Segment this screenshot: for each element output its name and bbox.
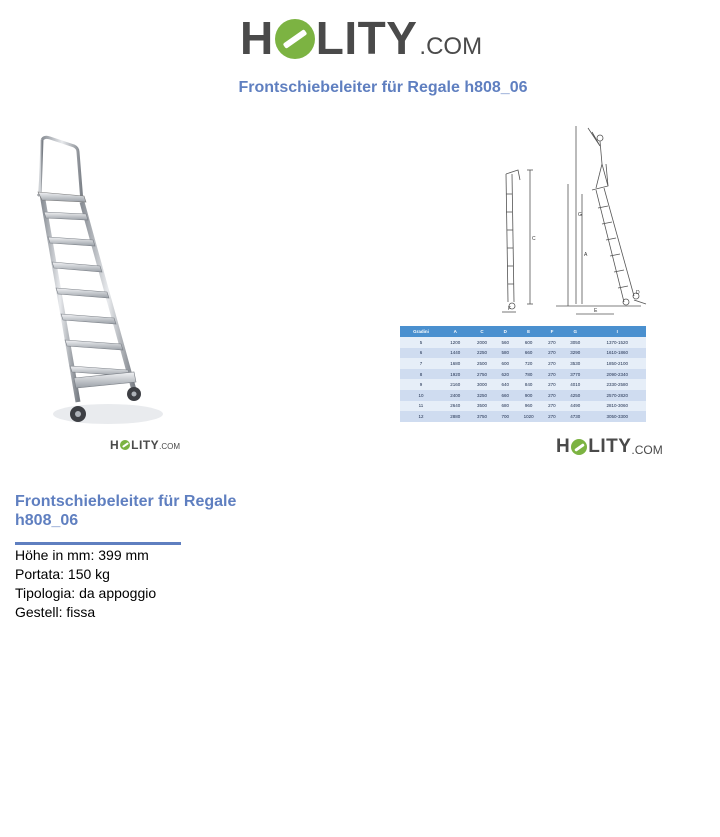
table-cell: 660 <box>515 348 542 359</box>
table-cell: 10 <box>400 390 442 401</box>
diagram-label-e: E <box>594 308 598 314</box>
table-row <box>400 379 646 390</box>
table-cell: 700 <box>495 411 515 422</box>
holity-logo-medium <box>556 436 663 458</box>
table-cell: 2250 <box>469 348 496 359</box>
ladder-product-image <box>30 132 170 432</box>
table-cell: 12 <box>400 411 442 422</box>
table-cell: 4250 <box>562 390 589 401</box>
table-cell: 5 <box>400 337 442 348</box>
table-cell: 270 <box>542 348 562 359</box>
title-divider <box>15 542 181 545</box>
table-cell: 3770 <box>562 369 589 380</box>
table-cell: 270 <box>542 358 562 369</box>
table-cell: 1920 <box>442 369 469 380</box>
spec-row-tipologia <box>15 584 156 603</box>
table-cell: 3050-3300 <box>589 411 646 422</box>
table-cell: 2500 <box>469 358 496 369</box>
logo-o-icon <box>120 440 130 450</box>
spec-value: da appoggio <box>79 585 157 601</box>
column-header: E <box>515 326 542 337</box>
table-cell: 4490 <box>562 401 589 412</box>
table-cell: 1850-2100 <box>589 358 646 369</box>
table-row <box>400 411 646 422</box>
table-row <box>400 348 646 359</box>
table-cell: 1610-1860 <box>589 348 646 359</box>
table-cell: 900 <box>515 390 542 401</box>
diagram-label-a: A <box>584 252 588 258</box>
table-cell: 2330-2580 <box>589 379 646 390</box>
table-cell: 270 <box>542 337 562 348</box>
table-cell: 580 <box>495 348 515 359</box>
table-cell: 2090-2340 <box>589 369 646 380</box>
table-cell: 11 <box>400 401 442 412</box>
spec-row-portata <box>15 565 156 584</box>
logo-suffix: .COM <box>631 443 663 457</box>
column-header: F <box>542 326 562 337</box>
table-cell: 270 <box>542 379 562 390</box>
table-cell: 2640 <box>442 401 469 412</box>
table-cell: 1200 <box>442 337 469 348</box>
logo-brand-text: LITY <box>131 438 160 452</box>
table-row <box>400 401 646 412</box>
table-cell: 720 <box>515 358 542 369</box>
spec-label: Höhe in mm: <box>15 547 95 563</box>
spec-value: fissa <box>66 604 96 620</box>
logo-suffix: .COM <box>419 33 483 60</box>
column-header: G <box>562 326 589 337</box>
table-cell: 2400 <box>442 390 469 401</box>
table-cell: 270 <box>542 369 562 380</box>
logo-suffix: .COM <box>159 442 181 451</box>
spec-label: Tipologia: <box>15 585 76 601</box>
table-cell: 2880 <box>442 411 469 422</box>
diagram-label-f: F <box>508 306 512 312</box>
table-cell: 620 <box>495 369 515 380</box>
logo-letter-h: H <box>556 436 571 457</box>
table-cell: 270 <box>542 390 562 401</box>
table-cell: 960 <box>515 401 542 412</box>
table-cell: 1370-1520 <box>589 337 646 348</box>
spec-row-gestell <box>15 603 156 622</box>
table-cell: 640 <box>495 379 515 390</box>
column-header: D <box>495 326 515 337</box>
table-cell: 3750 <box>469 411 496 422</box>
table-cell: 2810-3060 <box>589 401 646 412</box>
logo-brand-text: LITY <box>588 436 632 457</box>
table-cell: 3000 <box>469 379 496 390</box>
table-cell: 8 <box>400 369 442 380</box>
table-cell: 4010 <box>562 379 589 390</box>
logo-letter-h: H <box>110 438 120 452</box>
table-row <box>400 337 646 348</box>
table-row <box>400 390 646 401</box>
table-cell: 3250 <box>469 390 496 401</box>
holity-logo-small <box>110 438 180 452</box>
holity-logo[interactable] <box>240 12 482 64</box>
product-title: Frontschiebeleiter für Regale h808_06 <box>15 493 237 529</box>
column-header: C <box>469 326 496 337</box>
table-cell: 2160 <box>442 379 469 390</box>
diagram-label-c: C <box>532 236 536 242</box>
logo-o-icon <box>275 19 315 59</box>
table-cell: 3500 <box>469 401 496 412</box>
table-row <box>400 358 646 369</box>
table-cell: 3290 <box>562 348 589 359</box>
product-specs <box>15 546 156 622</box>
diagram-label-g: G <box>578 212 582 218</box>
spec-label: Gestell: <box>15 604 63 620</box>
table-cell: 780 <box>515 369 542 380</box>
table-cell: 3050 <box>562 337 589 348</box>
table-cell: 560 <box>495 337 515 348</box>
table-cell: 270 <box>542 401 562 412</box>
table-cell: 1440 <box>442 348 469 359</box>
table-cell: 2000 <box>469 337 496 348</box>
page-heading: Frontschiebeleiter für Regale h808_06 <box>238 79 528 96</box>
table-cell: 3530 <box>562 358 589 369</box>
table-cell: 9 <box>400 379 442 390</box>
column-header: I <box>589 326 646 337</box>
spec-row-hoehe <box>15 546 156 565</box>
column-header: A <box>442 326 469 337</box>
logo-o-icon <box>571 439 587 455</box>
spec-label: Portata: <box>15 566 65 582</box>
spec-value: 150 kg <box>67 566 110 582</box>
table-cell: 6 <box>400 348 442 359</box>
table-row <box>400 369 646 380</box>
table-cell: 840 <box>515 379 542 390</box>
table-cell: 4730 <box>562 411 589 422</box>
table-cell: 600 <box>515 337 542 348</box>
table-header-row <box>400 326 646 337</box>
table-cell: 1020 <box>515 411 542 422</box>
table-cell: 2750 <box>469 369 496 380</box>
table-cell: 680 <box>495 401 515 412</box>
table-cell: 600 <box>495 358 515 369</box>
diagram-label-d: D <box>636 290 640 296</box>
table-cell: 270 <box>542 411 562 422</box>
logo-letter-h: H <box>240 12 274 64</box>
table-cell: 660 <box>495 390 515 401</box>
column-header: Gradini <box>400 326 442 337</box>
spec-value: 399 mm <box>98 547 149 563</box>
ladder-dimension-diagram <box>496 124 656 319</box>
logo-brand-text: LITY <box>315 12 418 64</box>
table-cell: 2570-2820 <box>589 390 646 401</box>
dimension-table <box>400 326 646 422</box>
table-cell: 7 <box>400 358 442 369</box>
table-cell: 1680 <box>442 358 469 369</box>
